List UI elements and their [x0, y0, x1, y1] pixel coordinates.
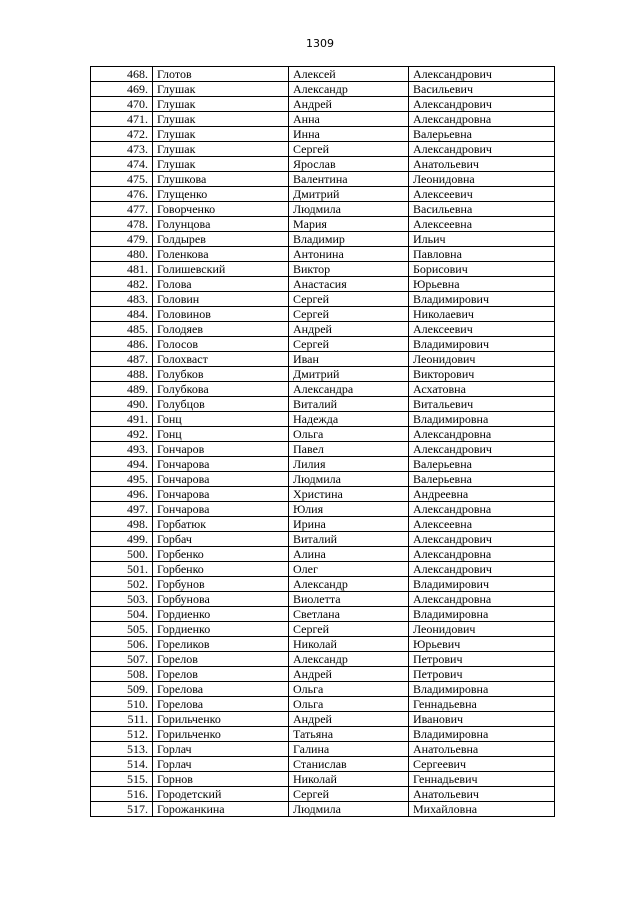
table-row: [91, 472, 555, 487]
patronymic-cell: Александровна: [409, 547, 555, 562]
row-number-cell: 492.: [91, 427, 153, 442]
surname-cell: Горбунов: [153, 577, 289, 592]
first-name-cell: Светлана: [289, 607, 409, 622]
first-name-cell: Андрей: [289, 667, 409, 682]
row-number-cell: 482.: [91, 277, 153, 292]
patronymic-cell: Владимировна: [409, 727, 555, 742]
table-row: [91, 262, 555, 277]
row-number-cell: 491.: [91, 412, 153, 427]
table-row: [91, 412, 555, 427]
surname-cell: Горнов: [153, 772, 289, 787]
first-name-cell: Александр: [289, 82, 409, 97]
row-number-cell: 513.: [91, 742, 153, 757]
page-number: 1309: [306, 37, 334, 50]
patronymic-cell: Васильевна: [409, 202, 555, 217]
row-number-cell: 468.: [91, 67, 153, 82]
row-number-cell: 500.: [91, 547, 153, 562]
first-name-cell: Дмитрий: [289, 367, 409, 382]
patronymic-cell: Алексеевна: [409, 517, 555, 532]
row-number-cell: 474.: [91, 157, 153, 172]
surname-cell: Горожанкина: [153, 802, 289, 817]
first-name-cell: Ирина: [289, 517, 409, 532]
row-number-cell: 472.: [91, 127, 153, 142]
patronymic-cell: Алексеевич: [409, 322, 555, 337]
surname-cell: Глушак: [153, 112, 289, 127]
table-row: [91, 652, 555, 667]
first-name-cell: Анна: [289, 112, 409, 127]
table-row: [91, 397, 555, 412]
table-row: [91, 607, 555, 622]
first-name-cell: Сергей: [289, 787, 409, 802]
patronymic-cell: Витальевич: [409, 397, 555, 412]
first-name-cell: Сергей: [289, 622, 409, 637]
table-row: [91, 127, 555, 142]
surname-cell: Голохваст: [153, 352, 289, 367]
patronymic-cell: Леонидовна: [409, 172, 555, 187]
first-name-cell: Дмитрий: [289, 187, 409, 202]
surname-cell: Голубков: [153, 367, 289, 382]
row-number-cell: 502.: [91, 577, 153, 592]
row-number-cell: 510.: [91, 697, 153, 712]
table-row: [91, 187, 555, 202]
table-row: [91, 802, 555, 817]
surname-cell: Горлач: [153, 757, 289, 772]
table-row: [91, 322, 555, 337]
table-row: [91, 667, 555, 682]
first-name-cell: Сергей: [289, 307, 409, 322]
patronymic-cell: Геннадьевич: [409, 772, 555, 787]
surname-cell: Голубкова: [153, 382, 289, 397]
first-name-cell: Александра: [289, 382, 409, 397]
row-number-cell: 470.: [91, 97, 153, 112]
row-number-cell: 496.: [91, 487, 153, 502]
table-row: [91, 502, 555, 517]
surname-cell: Головин: [153, 292, 289, 307]
row-number-cell: 497.: [91, 502, 153, 517]
table-row: [91, 577, 555, 592]
first-name-cell: Владимир: [289, 232, 409, 247]
patronymic-cell: Александрович: [409, 562, 555, 577]
patronymic-cell: Александровна: [409, 502, 555, 517]
table-row: [91, 427, 555, 442]
row-number-cell: 485.: [91, 322, 153, 337]
surname-cell: Горильченко: [153, 712, 289, 727]
surname-cell: Горбенко: [153, 547, 289, 562]
first-name-cell: Юлия: [289, 502, 409, 517]
patronymic-cell: Александровна: [409, 112, 555, 127]
patronymic-cell: Иванович: [409, 712, 555, 727]
first-name-cell: Алина: [289, 547, 409, 562]
first-name-cell: Христина: [289, 487, 409, 502]
table-row: [91, 82, 555, 97]
first-name-cell: Людмила: [289, 202, 409, 217]
surname-cell: Горбатюк: [153, 517, 289, 532]
patronymic-cell: Александровна: [409, 427, 555, 442]
row-number-cell: 489.: [91, 382, 153, 397]
patronymic-cell: Васильевич: [409, 82, 555, 97]
first-name-cell: Виталий: [289, 397, 409, 412]
table-row: [91, 307, 555, 322]
row-number-cell: 507.: [91, 652, 153, 667]
patronymic-cell: Юрьевич: [409, 637, 555, 652]
table-row: [91, 157, 555, 172]
surname-cell: Голдырев: [153, 232, 289, 247]
surname-cell: Гонц: [153, 427, 289, 442]
row-number-cell: 505.: [91, 622, 153, 637]
surname-cell: Глушак: [153, 142, 289, 157]
row-number-cell: 478.: [91, 217, 153, 232]
patronymic-cell: Андреевна: [409, 487, 555, 502]
table-row: [91, 727, 555, 742]
row-number-cell: 499.: [91, 532, 153, 547]
patronymic-cell: Александрович: [409, 97, 555, 112]
first-name-cell: Ярослав: [289, 157, 409, 172]
row-number-cell: 514.: [91, 757, 153, 772]
patronymic-cell: Владимировна: [409, 412, 555, 427]
table-row: [91, 352, 555, 367]
first-name-cell: Николай: [289, 772, 409, 787]
patronymic-cell: Валерьевна: [409, 472, 555, 487]
first-name-cell: Александр: [289, 652, 409, 667]
table-row: [91, 547, 555, 562]
patronymic-cell: Асхатовна: [409, 382, 555, 397]
table-row: [91, 712, 555, 727]
first-name-cell: Ольга: [289, 697, 409, 712]
table-row: [91, 382, 555, 397]
row-number-cell: 503.: [91, 592, 153, 607]
patronymic-cell: Николаевич: [409, 307, 555, 322]
patronymic-cell: Алексеевич: [409, 187, 555, 202]
row-number-cell: 484.: [91, 307, 153, 322]
surname-cell: Глущенко: [153, 187, 289, 202]
table-row: [91, 172, 555, 187]
surname-cell: Головинов: [153, 307, 289, 322]
row-number-cell: 476.: [91, 187, 153, 202]
first-name-cell: Виолетта: [289, 592, 409, 607]
first-name-cell: Надежда: [289, 412, 409, 427]
row-number-cell: 495.: [91, 472, 153, 487]
surname-cell: Городетский: [153, 787, 289, 802]
patronymic-cell: Анатольевич: [409, 157, 555, 172]
table-row: [91, 142, 555, 157]
table-row: [91, 292, 555, 307]
table-row: [91, 442, 555, 457]
surname-cell: Голосов: [153, 337, 289, 352]
first-name-cell: Александр: [289, 577, 409, 592]
surname-cell: Горелов: [153, 652, 289, 667]
surname-cell: Горелова: [153, 682, 289, 697]
surname-cell: Голубцов: [153, 397, 289, 412]
patronymic-cell: Анатольевна: [409, 742, 555, 757]
patronymic-cell: Михайловна: [409, 802, 555, 817]
table-row: [91, 697, 555, 712]
first-name-cell: Сергей: [289, 142, 409, 157]
first-name-cell: Виталий: [289, 532, 409, 547]
row-number-cell: 481.: [91, 262, 153, 277]
patronymic-cell: Леонидович: [409, 622, 555, 637]
patronymic-cell: Алексеевна: [409, 217, 555, 232]
patronymic-cell: Александрович: [409, 142, 555, 157]
first-name-cell: Николай: [289, 637, 409, 652]
surname-cell: Голенкова: [153, 247, 289, 262]
table-row: [91, 202, 555, 217]
row-number-cell: 494.: [91, 457, 153, 472]
first-name-cell: Павел: [289, 442, 409, 457]
row-number-cell: 475.: [91, 172, 153, 187]
patronymic-cell: Владимирович: [409, 292, 555, 307]
patronymic-cell: Владимирович: [409, 337, 555, 352]
first-name-cell: Мария: [289, 217, 409, 232]
row-number-cell: 480.: [91, 247, 153, 262]
first-name-cell: Иван: [289, 352, 409, 367]
patronymic-cell: Владимировна: [409, 682, 555, 697]
surname-cell: Гончарова: [153, 502, 289, 517]
row-number-cell: 501.: [91, 562, 153, 577]
first-name-cell: Людмила: [289, 802, 409, 817]
surname-cell: Глушак: [153, 127, 289, 142]
surname-cell: Голодяев: [153, 322, 289, 337]
surname-cell: Горелов: [153, 667, 289, 682]
patronymic-cell: Ильич: [409, 232, 555, 247]
row-number-cell: 486.: [91, 337, 153, 352]
patronymic-cell: Александровна: [409, 592, 555, 607]
surname-cell: Глушак: [153, 157, 289, 172]
patronymic-cell: Юрьевна: [409, 277, 555, 292]
row-number-cell: 498.: [91, 517, 153, 532]
patronymic-cell: Александрович: [409, 532, 555, 547]
table-row: [91, 532, 555, 547]
table-row: [91, 67, 555, 82]
first-name-cell: Андрей: [289, 97, 409, 112]
first-name-cell: Олег: [289, 562, 409, 577]
surname-cell: Гончарова: [153, 487, 289, 502]
surname-cell: Глушак: [153, 97, 289, 112]
patronymic-cell: Геннадьевна: [409, 697, 555, 712]
row-number-cell: 509.: [91, 682, 153, 697]
name-list-table: [90, 66, 555, 817]
patronymic-cell: Сергеевич: [409, 757, 555, 772]
first-name-cell: Андрей: [289, 322, 409, 337]
patronymic-cell: Валерьевна: [409, 127, 555, 142]
row-number-cell: 479.: [91, 232, 153, 247]
row-number-cell: 516.: [91, 787, 153, 802]
first-name-cell: Андрей: [289, 712, 409, 727]
first-name-cell: Татьяна: [289, 727, 409, 742]
patronymic-cell: Викторович: [409, 367, 555, 382]
table-row: [91, 112, 555, 127]
surname-cell: Глушкова: [153, 172, 289, 187]
surname-cell: Горбач: [153, 532, 289, 547]
row-number-cell: 508.: [91, 667, 153, 682]
surname-cell: Горбунова: [153, 592, 289, 607]
first-name-cell: Алексей: [289, 67, 409, 82]
table-row: [91, 337, 555, 352]
first-name-cell: Людмила: [289, 472, 409, 487]
row-number-cell: 506.: [91, 637, 153, 652]
surname-cell: Говорченко: [153, 202, 289, 217]
first-name-cell: Виктор: [289, 262, 409, 277]
row-number-cell: 493.: [91, 442, 153, 457]
first-name-cell: Станислав: [289, 757, 409, 772]
table-row: [91, 742, 555, 757]
row-number-cell: 473.: [91, 142, 153, 157]
row-number-cell: 517.: [91, 802, 153, 817]
first-name-cell: Лилия: [289, 457, 409, 472]
table-row: [91, 217, 555, 232]
surname-cell: Голунцова: [153, 217, 289, 232]
surname-cell: Гончарова: [153, 472, 289, 487]
surname-cell: Горильченко: [153, 727, 289, 742]
surname-cell: Гордиенко: [153, 622, 289, 637]
surname-cell: Гончарова: [153, 457, 289, 472]
first-name-cell: Сергей: [289, 292, 409, 307]
patronymic-cell: Петрович: [409, 652, 555, 667]
row-number-cell: 488.: [91, 367, 153, 382]
patronymic-cell: Валерьевна: [409, 457, 555, 472]
table-row: [91, 457, 555, 472]
patronymic-cell: Леонидович: [409, 352, 555, 367]
surname-cell: Глушак: [153, 82, 289, 97]
first-name-cell: Ольга: [289, 427, 409, 442]
table-row: [91, 592, 555, 607]
table-row: [91, 757, 555, 772]
surname-cell: Глотов: [153, 67, 289, 82]
first-name-cell: Валентина: [289, 172, 409, 187]
row-number-cell: 477.: [91, 202, 153, 217]
first-name-cell: Сергей: [289, 337, 409, 352]
patronymic-cell: Владимировна: [409, 607, 555, 622]
patronymic-cell: Борисович: [409, 262, 555, 277]
patronymic-cell: Петрович: [409, 667, 555, 682]
row-number-cell: 471.: [91, 112, 153, 127]
row-number-cell: 512.: [91, 727, 153, 742]
row-number-cell: 511.: [91, 712, 153, 727]
surname-cell: Гончаров: [153, 442, 289, 457]
first-name-cell: Ольга: [289, 682, 409, 697]
table-row: [91, 367, 555, 382]
surname-cell: Голова: [153, 277, 289, 292]
row-number-cell: 504.: [91, 607, 153, 622]
patronymic-cell: Александрович: [409, 442, 555, 457]
table-row: [91, 517, 555, 532]
row-number-cell: 490.: [91, 397, 153, 412]
first-name-cell: Инна: [289, 127, 409, 142]
surname-cell: Горбенко: [153, 562, 289, 577]
patronymic-cell: Павловна: [409, 247, 555, 262]
table-body: [91, 67, 555, 817]
surname-cell: Гордиенко: [153, 607, 289, 622]
patronymic-cell: Александрович: [409, 67, 555, 82]
table-row: [91, 487, 555, 502]
table-row: [91, 787, 555, 802]
surname-cell: Горелова: [153, 697, 289, 712]
row-number-cell: 483.: [91, 292, 153, 307]
row-number-cell: 487.: [91, 352, 153, 367]
first-name-cell: Анастасия: [289, 277, 409, 292]
table-row: [91, 232, 555, 247]
row-number-cell: 515.: [91, 772, 153, 787]
surname-cell: Гонц: [153, 412, 289, 427]
surname-cell: Горлач: [153, 742, 289, 757]
surname-cell: Гореликов: [153, 637, 289, 652]
table-row: [91, 682, 555, 697]
patronymic-cell: Анатольевич: [409, 787, 555, 802]
patronymic-cell: Владимирович: [409, 577, 555, 592]
table-row: [91, 562, 555, 577]
surname-cell: Голишевский: [153, 262, 289, 277]
table-row: [91, 772, 555, 787]
table-row: [91, 97, 555, 112]
table-row: [91, 637, 555, 652]
first-name-cell: Антонина: [289, 247, 409, 262]
table-row: [91, 277, 555, 292]
table-row: [91, 247, 555, 262]
table-row: [91, 622, 555, 637]
row-number-cell: 469.: [91, 82, 153, 97]
first-name-cell: Галина: [289, 742, 409, 757]
